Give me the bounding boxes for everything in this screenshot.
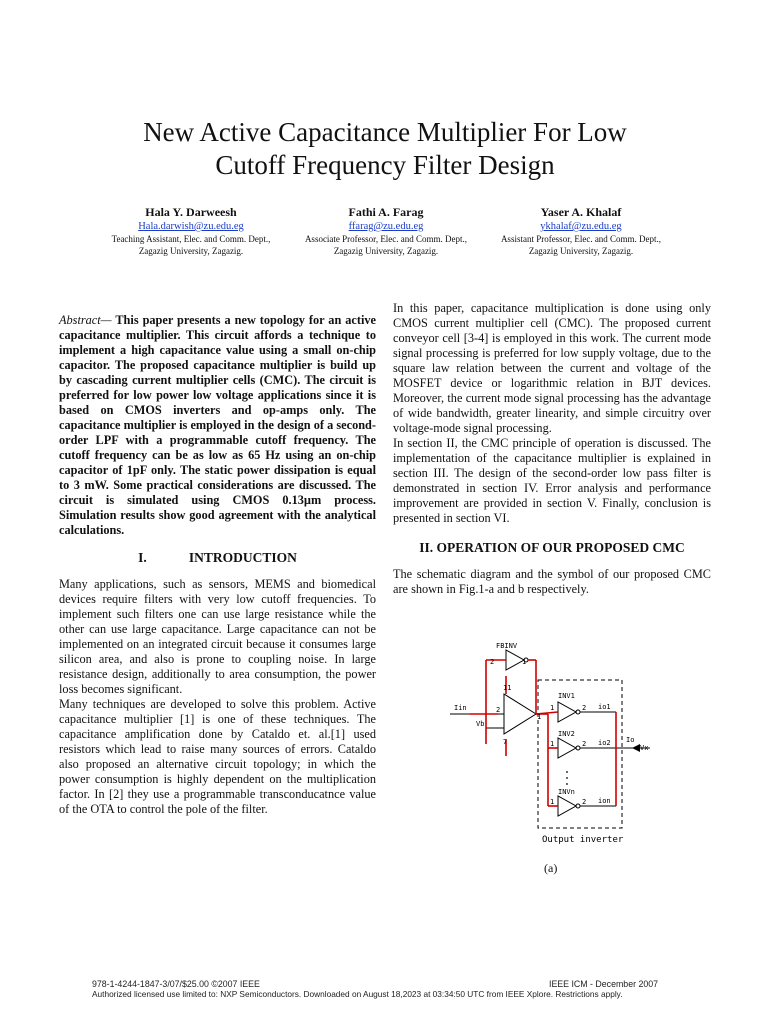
right-paragraph-1: In this paper, capacitance multiplication is done using only CMOS current multiplier cell (CMC). The proposed current conveyor cell [3-4] is employed in this work. The current mode signal processing is preferred for low supply voltage, due to the square law relation between the current and voltage of the MOSFET device or logarithmic relation in BJT devices. Moreover, the current mode signal processing has the advantage of wide bandwidth, greater linearity, and simple circuitry over voltage-mode signal processing. [393,301,711,435]
output-inverter-caption: Output inverter [542,835,624,845]
author-3 [481,206,681,257]
pin-label: 2 [582,798,587,806]
pin-label: 2 [490,658,495,666]
iin-label: Iin [454,704,467,712]
author-2 [286,206,486,257]
abstract-label: Abstract— [59,313,112,327]
inverter-2-symbol [558,738,576,758]
author-email-link[interactable]: ffarag@zu.edu.eg [348,221,424,232]
author-affiliation: Zagazig University, Zagazig. [528,246,634,256]
author-name: Yaser A. Khalaf [540,205,622,219]
io-label: Io [626,736,635,744]
inverter-1-symbol [558,702,576,722]
section-1-heading [59,550,376,565]
author-affiliation: Assistant Professor, Elec. and Comm. Dept., [500,234,662,244]
ion-label: ion [598,797,611,805]
pin-label: 1 [522,658,527,666]
pin-label: 2 [496,706,501,714]
author-affiliation: Associate Professor, Elec. and Comm. Dept., [304,234,468,244]
footer-license: Authorized licensed use limited to: NXP Semiconductors. Downloaded on August 18,2023 at 03:34:50 UTC from IEEE Xplore. Restrictions apply. [92,989,623,999]
left-column [59,313,376,817]
circuit-schematic-figure [440,636,710,858]
footer-isbn: 978-1-4244-1847-3/07/$25.00 ©2007 IEEE [92,979,260,989]
vx-label: Vx [640,744,649,752]
author-email-link[interactable]: ykhalaf@zu.edu.eg [540,221,622,232]
section-2-paragraph-1: The schematic diagram and the symbol of our proposed CMC are shown in Fig.1-a and b respectively. [393,567,711,596]
author-name: Fathi A. Farag [348,205,424,219]
vb-label: Vb [476,720,485,728]
author-affiliation: Zagazig University, Zagazig. [138,246,244,256]
pin-label: 11 [503,684,512,692]
right-column [393,301,711,597]
io2-label: io2 [598,739,611,747]
pin-label: 1 [550,798,555,806]
pin-label: 2 [582,740,587,748]
author-affiliation: Teaching Assistant, Elec. and Comm. Dept., [111,234,271,244]
footer-conference: IEEE ICM - December 2007 [549,979,659,989]
inv2-label: INV2 [558,730,575,738]
author-email-link[interactable]: Hala.darwish@zu.edu.eg [138,221,244,232]
author-name: Hala Y. Darweesh [145,205,237,219]
pin-label: 1 [550,704,555,712]
right-paragraph-2: In section II, the CMC principle of operation is discussed. The implementation of the capacitance multiplier is explained in section III. The design of the second-order low pass filter is demonstrated in section IV. Error analysis and performance improvement are provided in section V. Finally, conclusion is presented in section VI. [393,436,711,525]
title-line-1: New Active Capacitance Multiplier For Low [143,117,627,147]
invn-label: INVn [558,788,575,796]
author-1 [91,206,291,257]
figure-caption: (a) [544,861,558,875]
opamp-symbol [504,694,536,734]
fbinv-label: FBINV [496,642,518,650]
abstract-text: This paper presents a new topology for an active capacitance multiplier. This circuit affords a technique to implement a high capacitance value using a small on-chip capacitor. The proposed capacitance multiplier is build up by cascading current multiplier cells (CMC). The circuit is preferred for low power low voltage applications since it is based on CMOS inverters and op-amps only. The capacitance multiplier is employed in the design of a second-order LPF with a programmable cutoff frequency. The cutoff frequency can be as low as 65 Hz using an on-chip capacitor of 1pF only. The static power dissipation is equal to 3 mW. Some practical considerations are discussed. The circuit is simulated using CMOS 0.13µm process. Simulation results show good agreement with the analytical calculations. [59,313,376,537]
pin-label: 2 [582,704,587,712]
section-1-title: INTRODUCTION [188,550,297,565]
section-1-number: I. [138,550,147,565]
pin-label: 1 [537,713,542,721]
inv1-label: INV1 [558,692,575,700]
inverter-n-symbol [558,796,576,816]
section-2-heading: II. OPERATION OF OUR PROPOSED CMC [419,540,685,555]
abstract [59,313,376,538]
io1-label: io1 [598,703,611,711]
title-line-2: Cutoff Frequency Filter Design [215,150,555,180]
paper-title [60,116,710,182]
intro-paragraph-2: Many techniques are developed to solve this problem. Active capacitance multiplier [1] is one of these techniques. The capacitance amplification done by Cataldo et. al.[1] used resistors which lead to raise many sources of errors. Cataldo also proposed an alternative circuit topology; in which the power consumption is highly dependent on the multiplication factor. In [2] they use a programmable transconducatnce value of the OTA to control the pole of the filter. [59,697,376,816]
pin-label: 1 [550,740,555,748]
author-affiliation: Zagazig University, Zagazig. [333,246,439,256]
pin-label: 7 [503,738,508,746]
intro-paragraph-1: Many applications, such as sensors, MEMS and biomedical devices require filters with very low cutoff frequencies. To implement such filters one can use large resistance while the other can use large capacitance. Large capacitance can not be implemented on an integrated circuit because it consumes large silicon area, and also is prone to coupling noise. In large resistance design, additionally to area consumption, the power loss becomes significant. [59,577,376,696]
